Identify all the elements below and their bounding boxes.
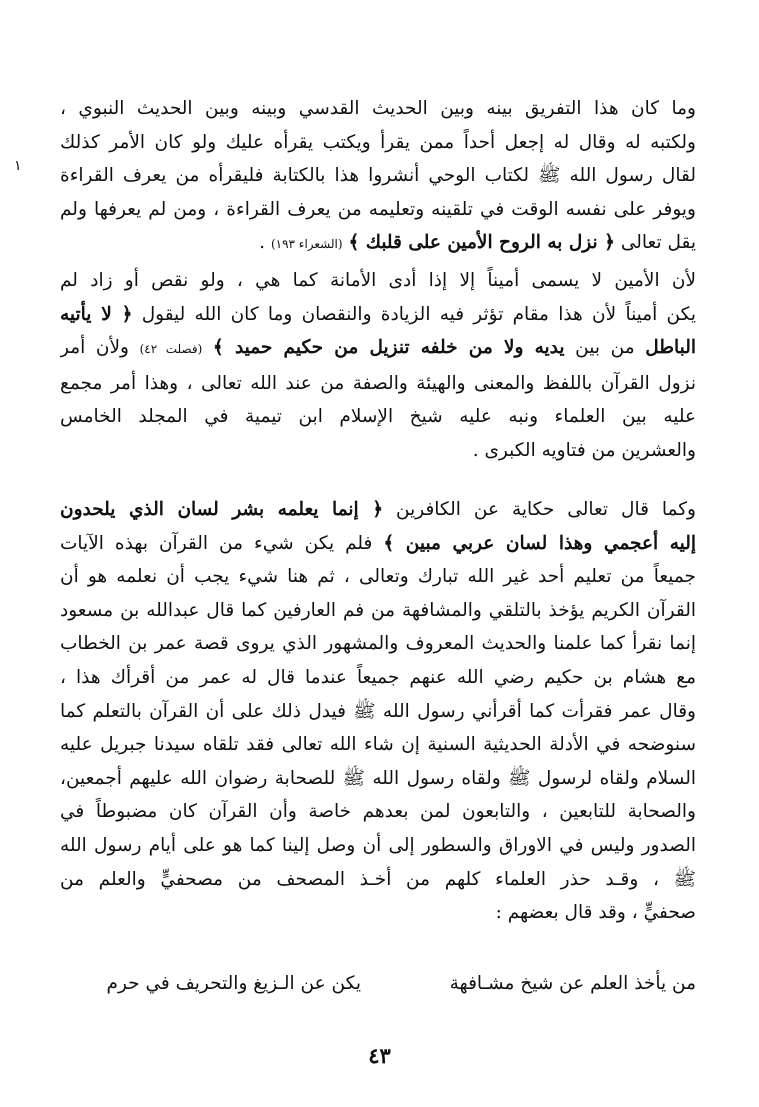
text-line [60,527,696,561]
text-run: يقل تعالى [620,232,696,254]
text-line: القرآن الكريم يؤخذ بالتلقي والمشافهة من فم العارفين كما قال عبدالله بن مسعود [60,599,696,621]
paragraph-3 [60,493,696,930]
text-line: صحفيٍّ ، وقد قال بعضهم : [495,902,696,924]
verse-reference: (الشعراء ١٩٣) [270,237,343,252]
text-line: وقال عمر فقرأت كما أقرأني رسول الله ﷺ فيدل ذلك على أن القرآن بالتعلم كما [60,700,696,722]
verse-reference: (فصلت ٤٢) [139,342,203,357]
text-line: سنوضحه في الأدلة الحديثية السنية إن شاء الله تعالى فقد تلقاه سيدنا جبريل عليه [60,734,696,756]
paragraph-2 [60,264,696,468]
text-run: . [259,232,266,254]
text-line: ويوفر على نفسه الوقت في تلقينه وتعليمه من يعرف القراءة ، ومن لم يعرفها ولم [60,198,696,220]
text-run: من بين [575,337,635,359]
page-number: ٤٣ [368,1043,391,1068]
text-line: والعشرين من فتاويه الكبرى . [472,439,696,461]
quran-verse: ﴿ نزل به الروح الأمين على قلبك ﴾ [348,232,615,254]
text-run: فلم يكن شيء من القرآن بهذه الآيات [60,532,373,554]
text-line [60,226,696,262]
text-line: والصحابة للتابعين ، والتابعون لمن بعدهم خاصة وأن القرآن كان مضبوطاً في [60,801,696,823]
text-run: ولأن أمر [60,337,129,359]
text-line [60,493,696,527]
text-line [60,331,696,367]
text-line: الصدور وليس في الاوراق والسطور إلى أن وصل إلينا كما هو على أيام رسول الله [60,834,696,856]
quran-verse: ﴿ إنما يعلمه بشر لسان الذي يلحدون [60,499,384,520]
paragraph-1 [60,92,696,262]
text-line [60,298,696,332]
hemistich-left: يكن عن الـزيغ والتحريف في حرم [106,973,361,994]
quran-verse: الباطل [645,337,696,359]
text-line: جميعاً من تعليم أحد غير الله تبارك وتعالى ، ثم هنا شيء يجب أن نعلمه هو أن [60,566,696,588]
text-line: وما كان هذا التفريق بينه وبين الحديث القدسي وبينه وبين الحديث النبوي ، [60,98,696,119]
margin-mark: ١ [14,158,22,174]
quran-verse: ﴿ لا يأتيه [60,303,133,325]
hemistich-right: من يأخذ العلم عن شيخ مشـافهة [449,973,696,994]
text-line: ولكتبه له وقال له إجعل أحداً ممن يقرأ ويكتب يقرأه عليك ولو كان الأمر كذلك [60,131,696,153]
text-run: يكن أميناً لأن هذا مقام تؤثر فيه الزيادة والنقصان وما كان الله ليقول [141,303,696,325]
text-line: مع هشام بن حكيم رضي الله عنهم جميعاً عندما قال له عمر من أقرأك هذا ، [60,666,696,688]
text-line: ﷺ ، وقـد حذر العلماء كلهم من أخـذ المصحف من مصحفيٍّ والعلم من [60,868,696,890]
text-line: لأن الأمين لا يسمى أميناً إلا إذا أدى الأمانة كما هي ، ولو نقص أو زاد لم [60,270,696,291]
quran-verse: إليه أعجمي وهذا لسان عربي مبين ﴾ [383,532,696,554]
text-line: نزول القرآن باللفظ والمعنى والهيئة والصفة من عند الله تعالى ، وهذا أمر مجمع [60,372,696,394]
quran-verse: يديه ولا من خلفه تنزيل من حكيم حميد ﴾ [212,337,565,359]
text-run: وكما قال تعالى حكاية عن الكافرين [396,499,696,520]
text-line: إنما نقرأ كما علمنا والحديث المعروف والمشهور الذي يروى قصة عمر بن الخطاب [60,633,696,655]
text-line: عليه بين العلماء ونبه عليه شيخ الإسلام ابن تيمية في المجلد الخامس [60,406,696,428]
text-line: لقال رسول الله ﷺ لكتاب الوحي أنشروا هذا بالكتابة فليقرأه من يعرف القراءة [60,165,696,187]
text-line: السلام ولقاه لرسول ﷺ ولقاه رسول الله ﷺ للصحابة رضوان الله عليهم أجمعين، [60,767,696,789]
